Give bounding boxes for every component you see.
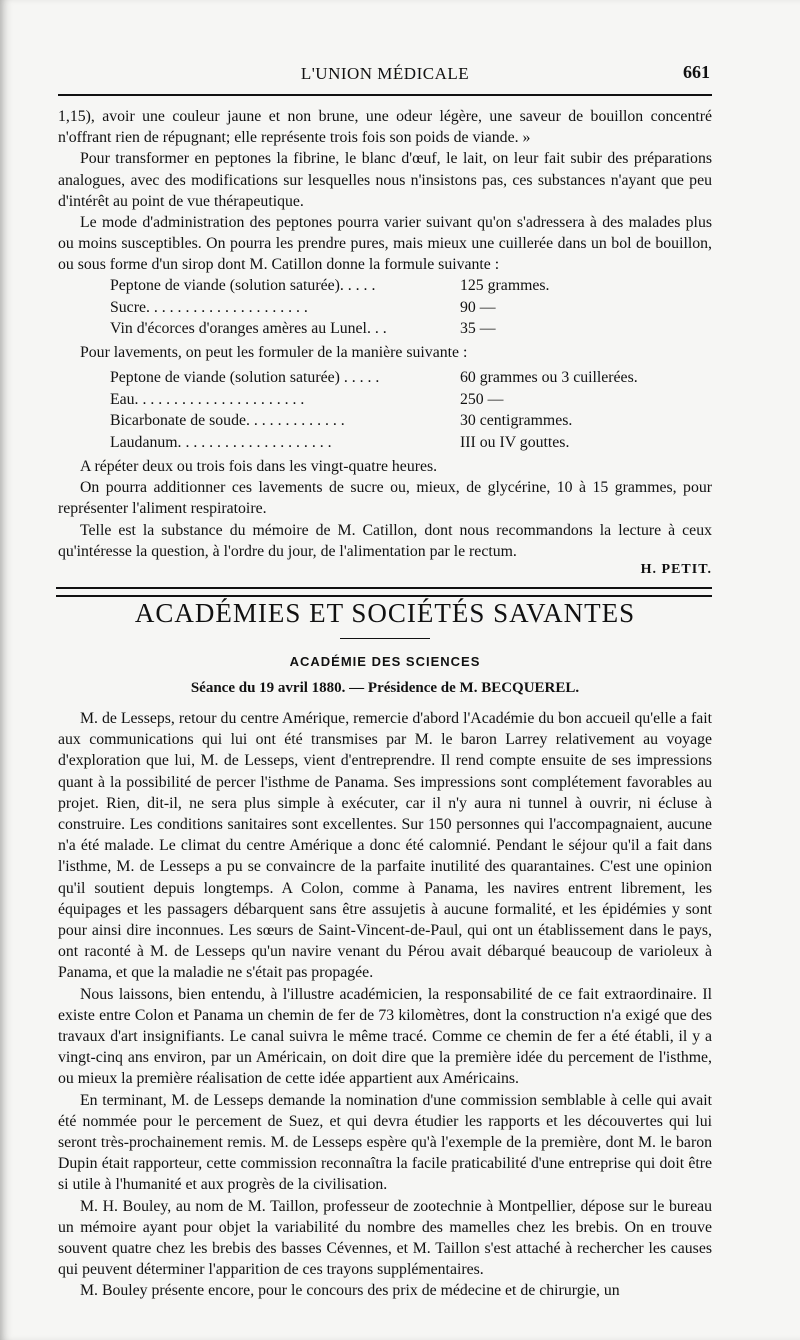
- continued-paragraph: 1,15), avoir une couleur jaune et non brune, une odeur légère, une saveur de bouillon concentré n'offrant rien de répugnant; elle représente trois fois son poids de viande. »: [58, 108, 712, 147]
- session-line: Séance du 19 avril 1880. — Présidence de M. BECQUEREL.: [190, 680, 580, 696]
- author-signature: H. PETIT.: [640, 562, 712, 578]
- ingredient-quantity: 30 centigrammes.: [460, 412, 573, 429]
- ingredient-name: Vin d'écorces d'oranges amères au Lunel. . .: [110, 320, 387, 337]
- paragraph-lesseps: M. de Lesseps, retour du centre Amérique, remercie d'abord l'Académie du bon accueil qu'elle a fait aux communications qui lui ont été transmises par M. le baron Larrey relativement au voyage d'exploration que lui, M. de Lesseps, vient d'entreprendre. Il rend compte ensuite de ses impressions quant à la possibilité de percer l'isthme de Panama. Ses impressions sont complétement favorables au projet. Rien, dit-il, ne sera plus simple à exécuter, car il n'y aura ni tunnel à ouvrir, ni écluse à construire. Les conditions sanitaires sont excellentes. Sur 150 personnes qui l'accompagnaient, aucune n'a été malade. Le climat du centre Amérique a donc été calomnié. Pendant le séjour qu'il a fait dans l'isthme, M. de Lesseps a pu se convaincre de la parfaite inutilité des quarantaines. C'est une opinion qu'il soutient depuis longtemps. A Colon, comme à Panama, les navires entrent librement, les équipages et les passagers débarquent sans être assujetis à aucune formalité, et les épidémies y sont pour ainsi dire inconnues. Les sœurs de Saint-Vincent-de-Paul, qui ont un établissement dans le pays, ont raconté à M. de Lesseps qu'un navire venant du Pérou avait débarqué beaucoup de varioleux à Panama, et que la maladie ne s'était pas propagée.: [58, 710, 712, 982]
- syrup-formula: [110, 275, 710, 340]
- glycerine-note: On pourra additionner ces lavements de sucre ou, mieux, de glycérine, 10 à 15 grammes, pour représenter l'aliment respiratoire.: [58, 479, 712, 518]
- paragraph-peptones-preparation: Pour transformer en peptones la fibrine, le blanc d'œuf, le lait, on leur fait subir des préparations analogues, avec des modifications sur lesquelles nous n'insistons pas, ces substances n'ayant que peu d'intérêt au point de vue thérapeutique.: [58, 150, 712, 210]
- ingredient-name: Sucre. . . . . . . . . . . . . . . . . . . . .: [110, 298, 308, 316]
- paragraph-bouley-taillon: M. H. Bouley, au nom de M. Taillon, professeur de zootechnie à Montpellier, dépose sur le bureau un mémoire ayant pour objet la variabilité du nombre des mamelles chez les brebis. On en trouve souvent quatre chez les brebis des basses Cévennes, et M. Taillon s'est attaché à rechercher les causes qui peuvent déterminer l'apparition de ces trayons supplémentaires.: [58, 1197, 712, 1279]
- paragraph-bouley-prizes: M. Bouley présente encore, pour le concours des prix de médecine et de chirurgie, un: [80, 1282, 620, 1300]
- section-divider: [56, 587, 712, 597]
- conclusion-paragraph: Telle est la substance du mémoire de M. Catillon, dont nous recommandons la lecture à ceux qu'intéresse la question, à l'ordre du jour, de l'alimentation par le rectum.: [58, 521, 712, 560]
- ingredient-name: Bicarbonate de soude. . . . . . . . . . . . .: [110, 412, 345, 429]
- lavement-formula-table: [110, 367, 638, 453]
- ingredient-quantity: 60 grammes ou 3 cuillerées.: [460, 369, 638, 386]
- paragraph-administration: Le mode d'administration des peptones pourra varier suivant qu'on s'adressera à des malades plus ou moins susceptibles. On pourra les prendre pures, mais mieux une cuillerée dans un bol de bouillon, ou sous forme d'un sirop dont M. Catillon donne la formule suivante :: [58, 214, 712, 274]
- ingredient-quantity: 125 grammes.: [460, 277, 550, 294]
- title-underline: [340, 638, 430, 639]
- section-title: ACADÉMIES ET SOCIÉTÉS SAVANTES: [134, 598, 636, 628]
- formula-row: [110, 275, 550, 297]
- ingredient-name: Eau. . . . . . . . . . . . . . . . . . . . . .: [110, 390, 305, 408]
- formula-row: [110, 389, 638, 411]
- ingredient-name: Laudanum. . . . . . . . . . . . . . . . . . . .: [110, 433, 332, 451]
- ingredient-quantity: 250 —: [460, 390, 504, 408]
- formula-row: [110, 297, 550, 319]
- subsection-title: ACADÉMIE DES SCIENCES: [289, 654, 481, 669]
- lavement-intro: Pour lavements, on peut les formuler de la manière suivante :: [80, 344, 468, 361]
- top-text-block: [58, 106, 712, 276]
- ingredient-quantity: III ou IV gouttes.: [460, 433, 570, 451]
- journal-title: L'UNION MÉDICALE: [300, 64, 470, 83]
- formula-row: [110, 410, 638, 432]
- academy-report: [58, 708, 712, 1302]
- formula-row: [110, 367, 638, 389]
- ingredient-quantity: 35 —: [460, 320, 496, 337]
- ingredient-name: Peptone de viande (solution saturée) . . . . .: [110, 369, 380, 386]
- formula-row: [110, 432, 638, 454]
- page-number: 661: [683, 62, 710, 82]
- after-formula-block: [58, 456, 712, 578]
- syrup-formula-table: [110, 275, 550, 340]
- paragraph-commission: En terminant, M. de Lesseps demande la nomination d'une commission semblable à celle qui avait été nommée pour le percement de Suez, et qui devra étudier les rapports et les découvertes qui lui seront très-prochainement remis. M. de Lesseps espère qu'à l'exemple de la première, dont M. le baron Dupin était rapporteur, cette commission reconnaîtra la facile praticabilité d'une entreprise qui doit être si utile à l'humanité et aux progrès de la civilisation.: [58, 1091, 712, 1194]
- repeat-instruction: A répéter deux ou trois fois dans les vingt-quatre heures.: [80, 458, 438, 475]
- ingredient-name: Peptone de viande (solution saturée). . . . .: [110, 277, 376, 294]
- running-header: [60, 62, 710, 86]
- lavement-formula: [110, 367, 710, 453]
- formula-row: [110, 318, 550, 340]
- header-rule: [58, 94, 712, 96]
- paragraph-railway: Nous laissons, bien entendu, à l'illustre académicien, la responsabilité de ce fait extraordinaire. Il existe entre Colon et Panama un chemin de fer de 73 kilomètres, dont la construction n'a exigé que des travaux d'art insignifiants. Le canal suivra le même tracé. Comme ce chemin de fer a été établi, il y a vingt-cinq ans environ, par un Américain, on doit dire que la première idée du percement de l'isthme, ou mieux la première réalisation de cette idée appartient aux Américains.: [58, 985, 712, 1088]
- ingredient-quantity: 90 —: [460, 298, 496, 316]
- lavement-intro-block: [58, 342, 712, 363]
